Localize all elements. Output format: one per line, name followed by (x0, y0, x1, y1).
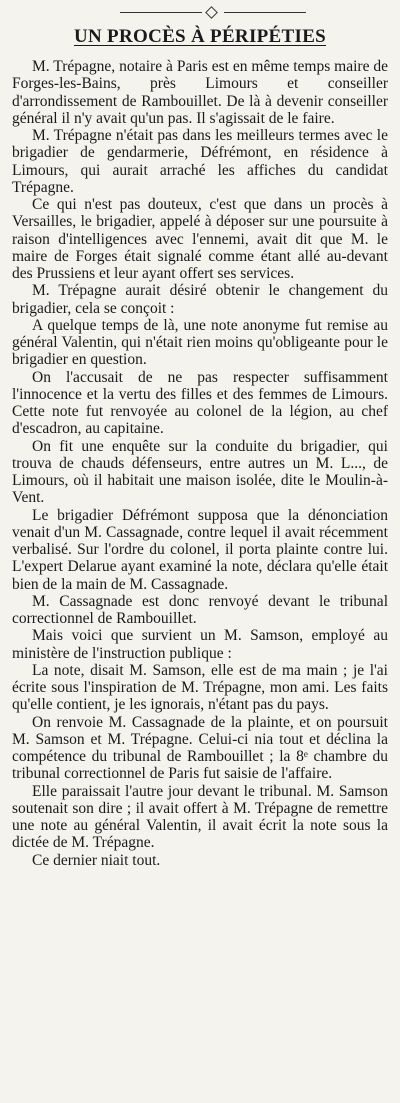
paragraph: On fit une enquête sur la conduite du brigadier, qui trouva de chauds défenseurs, entre autres un M. L..., de Limours, où il habitait une maison isolée, dite le Moulin-à-Vent. (12, 437, 388, 507)
ornament-rule-right (224, 12, 306, 13)
article-body (12, 58, 388, 869)
paragraph: Ce dernier niait tout. (32, 851, 161, 869)
header-ornament (12, 6, 388, 20)
paragraph: M. Trépagne, notaire à Paris est en même temps maire de Forges-les-Bains, près Limours et conseiller d'arrondissement de Rambouillet. De là à devenir conseiller général il n'y avait qu'un pas. Il s'agissait de le faire. (12, 58, 388, 127)
ornament-diamond-icon (205, 6, 218, 19)
paragraph: Le brigadier Défrémont supposa que la dénonciation venait d'un M. Cassagnade, contre lequel il avait récemment verbalisé. Sur l'ordre du colonel, il porta plainte contre lui. L'expert Delarue ayant examiné la note, déclara qu'elle était bien de la main de M. Cassagnade. (12, 506, 388, 593)
article-title: UN PROCÈS À PÉRIPÉTIES (73, 26, 327, 47)
paragraph: On renvoie M. Cassagnade de la plainte, et on poursuit M. Samson et M. Trépagne. Celui-ci nia tout et déclina la compétence du tribunal de Rambouillet ; la 8ᵉ chambre du tribunal correctionnel de Paris fut saisie de l'affaire. (12, 713, 388, 783)
paragraph: Elle paraissait l'autre jour devant le tribunal. M. Samson soutenait son dire ; il avait offert à M. Trépagne de remettre une note au général Valentin, il avait écrit la note sous la dictée de M. Trépagne. (12, 782, 388, 852)
ornament-rule-left (120, 12, 202, 13)
paragraph: Mais voici que survient un M. Samson, employé au ministère de l'instruction publique : (12, 627, 388, 662)
paragraph: On l'accusait de ne pas respecter suffisamment l'innocence et la vertu des filles et des femmes de Limours. Cette note fut renvoyée au colonel de la légion, au chef d'escadron, au capitaine. (12, 368, 388, 438)
paragraph: M. Trépagne aurait désiré obtenir le changement du brigadier, cela se conçoit : (12, 282, 388, 317)
paragraph: M. Cassagnade est donc renvoyé devant le tribunal correctionnel de Rambouillet. (12, 592, 388, 627)
paragraph: A quelque temps de là, une note anonyme fut remise au général Valentin, qui n'était rien moins qu'obligeante pour le brigadier en question. (12, 316, 388, 369)
paragraph: Ce qui n'est pas douteux, c'est que dans un procès à Versailles, le brigadier, appelé à déposer sur une poursuite à raison d'intelligences avec l'ennemi, avait dit que M. le maire de Forges était signalé comme étant allé au-devant des Prussiens et leur ayant offert ses services. (12, 196, 388, 282)
paragraph: M. Trépagne n'était pas dans les meilleurs termes avec le brigadier de gendarmerie, Défrémont, en résidence à Limours, qui aurait arraché les affiches du candidat Trépagne. (12, 127, 388, 196)
paragraph: La note, disait M. Samson, elle est de ma main ; je l'ai écrite sous l'inspiration de M. Trépagne, mon ami. Les faits qu'elle contient, je les ignorais, n'étant pas du pays. (12, 661, 388, 714)
